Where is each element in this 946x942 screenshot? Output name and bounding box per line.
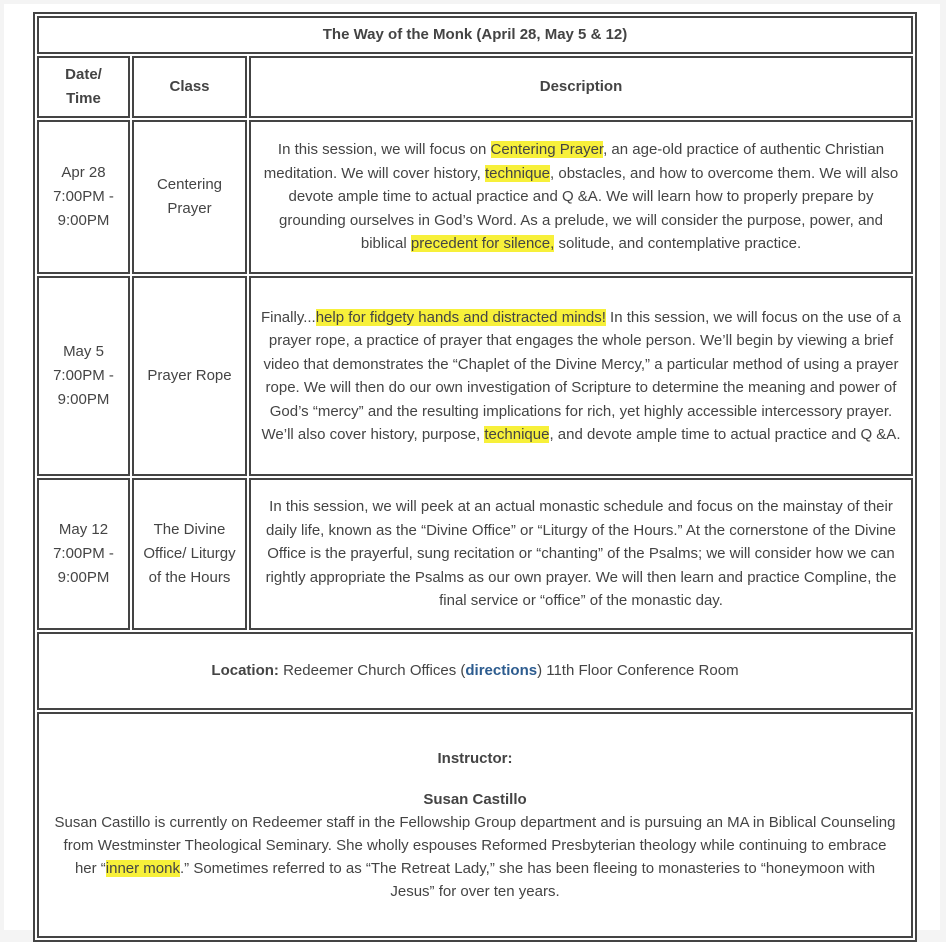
session-time-start: 7:00PM - (53, 367, 114, 384)
session-description (249, 478, 913, 630)
bio-text: Susan Castillo is currently on Redeemer staff in the Fellowship Group department and is pursuing an MA in Biblical Counseling from Westminster Theological Seminary. She wholly espouses Reformed Presbyterian theology while continuing to embrace her “ (54, 814, 896, 877)
session-date-cell (37, 120, 130, 274)
directions-link[interactable]: directions (465, 662, 538, 679)
highlight-mark: Centering Prayer (490, 141, 604, 159)
desc-text: In this session, we will peek at an actual monastic schedule and focus on the mainstay of their daily life, known as the “Divine Office” or “Liturgy of the Hours.” At the cornerstone of the Divine Office is the prayerful, sung recitation or “chanting” of the Psalms; we will consider how we can rightly appropriate the Psalms as our own prayer. We will then learn and practice Compline, the final service or “office” of the monastic day. (265, 498, 897, 610)
session-time-end: 9:00PM (57, 569, 110, 586)
session-class: Prayer Rope (132, 276, 247, 476)
session-date: Apr 28 (61, 164, 106, 181)
highlight-mark: technique (484, 164, 551, 182)
table-title: The Way of the Monk (April 28, May 5 & 12) (37, 16, 913, 54)
table-row (37, 120, 913, 274)
session-date: May 5 (63, 343, 104, 360)
location-text: ) 11th Floor Conference Room (537, 662, 739, 679)
session-date-cell (37, 478, 130, 630)
session-time-start: 7:00PM - (53, 188, 114, 205)
document-page (4, 4, 940, 930)
header-date-line1: Date/ (65, 66, 102, 83)
schedule-table (33, 12, 917, 942)
location-cell (37, 632, 913, 710)
table-row (37, 276, 913, 476)
desc-text: solitude, and contemplative practice. (554, 235, 802, 253)
desc-text: , an age-old practice of authentic Christian meditation. We will cover history, (263, 141, 885, 182)
desc-text: In this session, we will focus on the use of a prayer rope, a practice of prayer that engages the whole person. We’ll begin by viewing a brief video that demonstrates the “Chaplet of the Divine Mercy,” a particular method of using a prayer rope. We will then do our own investigation of Scripture to determine the meaning and power of God’s “mercy” and the resulting implications for rich, yet highly accessible intercessory prayer. We’ll also cover history, purpose, (261, 308, 902, 443)
location-row (37, 632, 913, 710)
header-date-line2: Time (66, 90, 101, 107)
session-class: The Divine Office/ Liturgy of the Hours (132, 478, 247, 630)
session-time-start: 7:00PM - (53, 545, 114, 562)
instructor-label: Instructor: (437, 750, 513, 767)
instructor-cell (37, 712, 913, 938)
spacer (51, 770, 899, 788)
session-class: Centering Prayer (132, 120, 247, 274)
session-date-cell (37, 276, 130, 476)
instructor-row (37, 712, 913, 938)
highlight-mark: precedent for silence, (410, 235, 555, 253)
desc-text: , and devote ample time to actual practice and Q &A. (549, 426, 901, 443)
header-class: Class (132, 56, 247, 118)
location-label: Location: (211, 662, 279, 679)
session-description (249, 120, 913, 274)
session-time-end: 9:00PM (57, 391, 110, 408)
header-date-time (37, 56, 130, 118)
highlight-mark: inner monk (105, 860, 180, 877)
location-text: Redeemer Church Offices ( (278, 662, 466, 679)
instructor-name: Susan Castillo (423, 791, 527, 808)
session-time-end: 9:00PM (57, 212, 110, 229)
session-date: May 12 (58, 521, 109, 538)
desc-text: Finally... (260, 308, 316, 326)
bio-text: .” Sometimes referred to as “The Retreat Lady,” she has been fleeing to monasteries to “honeymoon with Jesus” for over ten years. (179, 860, 876, 900)
desc-text: , obstacles, and how to overcome them. We will also devote ample time to actual practice and Q &A. We will learn how to properly prepare by grounding ourselves in God’s Word. As a prelude, we will consider the purpose, power, and biblical (279, 164, 899, 253)
table-row (37, 478, 913, 630)
header-description: Description (249, 56, 913, 118)
desc-text: In this session, we will focus on (277, 141, 491, 159)
highlight-mark: technique (484, 426, 550, 443)
session-description (249, 276, 913, 476)
highlight-mark: help for fidgety hands and distracted minds! (315, 308, 606, 326)
instructor-bio (51, 811, 899, 903)
